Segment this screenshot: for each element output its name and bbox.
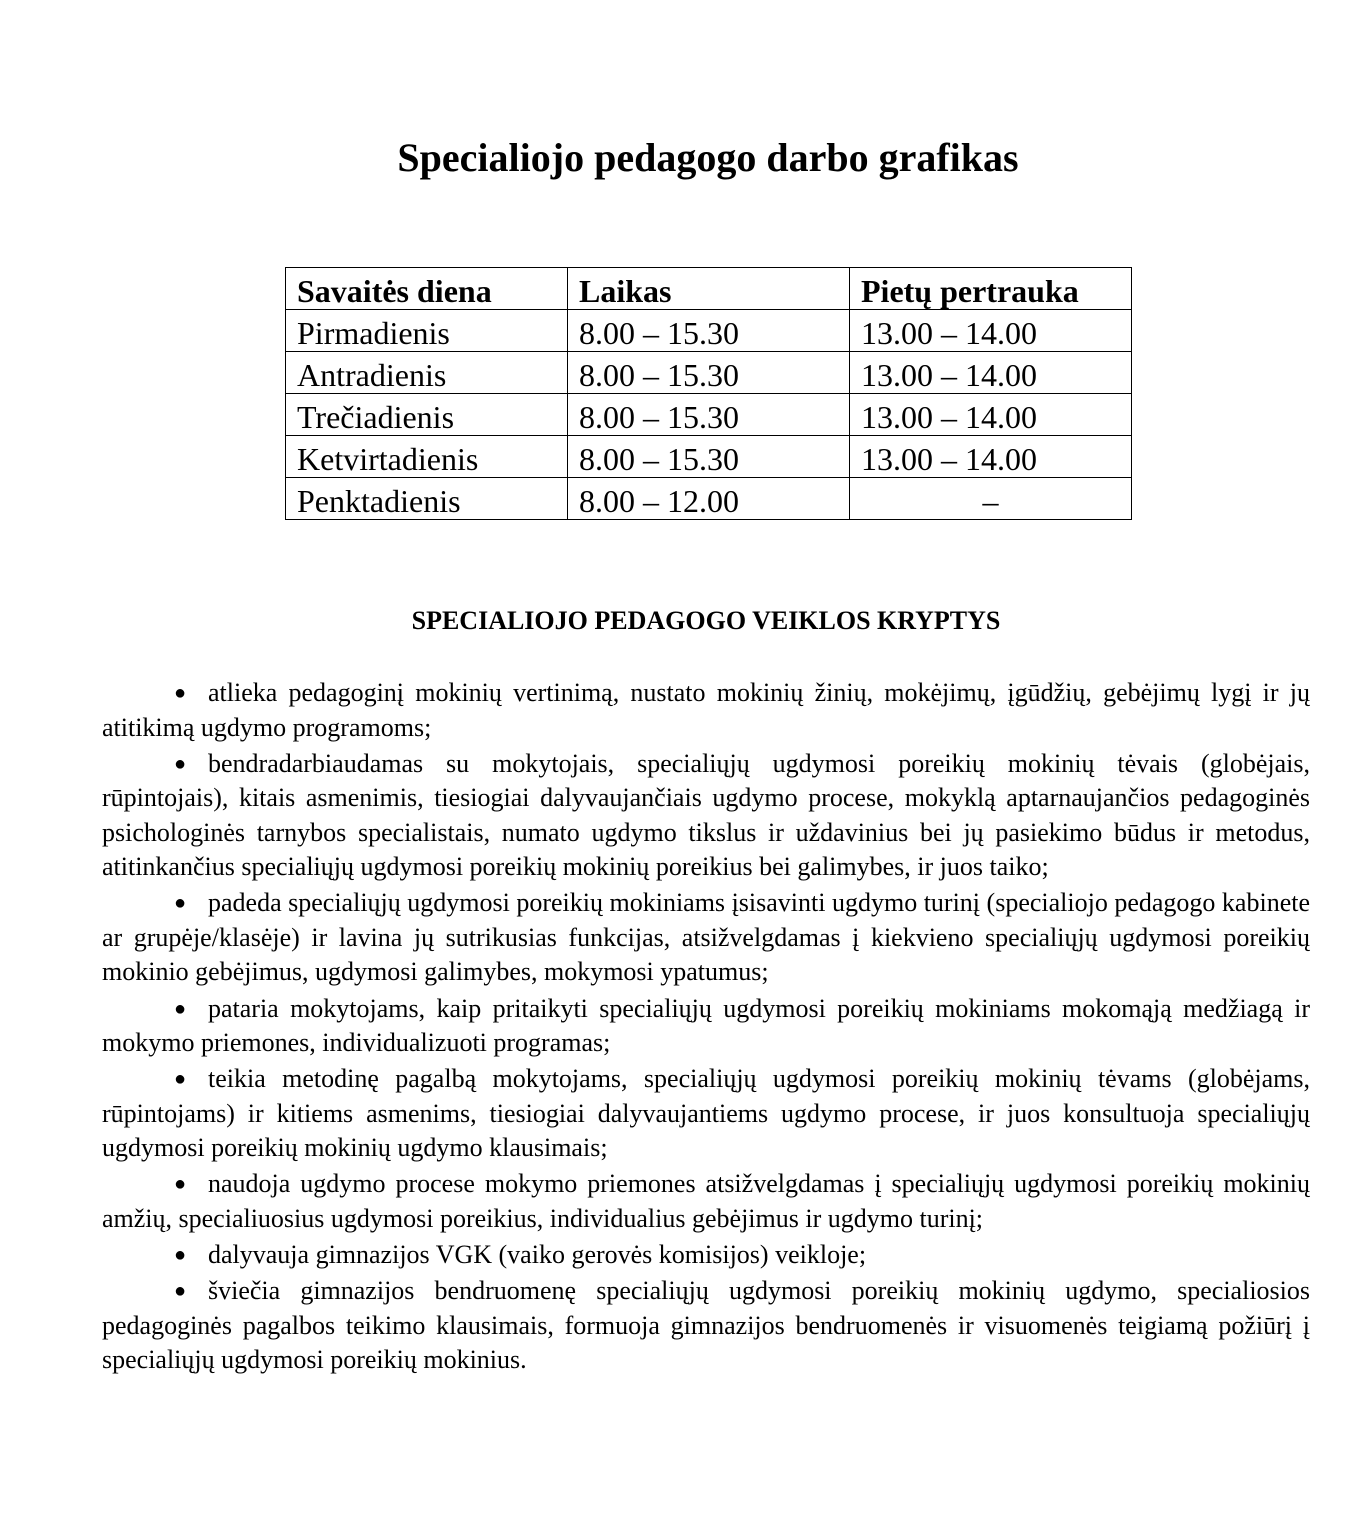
list-item-text: pataria mokytojams, kaip pritaikyti specialiųjų ugdymosi poreikių mokiniams mokomąją medžiagą ir mokymo priemones, individualizuoti programas; [102,993,1310,1058]
time-cell: 8.00 – 15.30 [568,394,850,436]
table-row [286,352,1132,394]
table-row [286,310,1132,352]
list-item-text: šviečia gimnazijos bendruomenę specialiųjų ugdymosi poreikių mokinių ugdymo, specialiosios pedagoginės pagalbos teikimo klausimais, formuoja gimnazijos bendruomenės ir visuomenės teigiamą požiūrį į specialiųjų ugdymosi poreikių mokinius. [102,1276,1310,1375]
list-item [102,886,1310,990]
list-item-text: naudoja ugdymo procese mokymo priemones atsižvelgdamas į specialiųjų ugdymosi poreikių mokinių amžių, specialiuosius ugdymosi poreikius, individualius gebėjimus ir ugdymo turinį; [102,1169,1310,1233]
list-item [102,747,1310,885]
weekday-cell: Penktadienis [286,478,568,520]
bullet-icon: ● [174,997,187,1020]
table-row [286,436,1132,478]
list-item [102,1167,1310,1236]
time-cell: 8.00 – 15.30 [568,310,850,352]
weekday-cell: Ketvirtadienis [286,436,568,478]
list-item [102,992,1310,1061]
weekday-cell: Trečiadienis [286,394,568,436]
bullet-icon: ● [174,1173,187,1196]
weekday-cell: Pirmadienis [286,310,568,352]
lunch-break-cell: 13.00 – 14.00 [850,310,1132,352]
time-cell: 8.00 – 15.30 [568,436,850,478]
table-row [286,478,1132,520]
weekday-cell: Antradienis [286,352,568,394]
list-item-text: atlieka pedagoginį mokinių vertinimą, nustato mokinių žinių, mokėjimų, įgūdžių, gebėjimų lygį ir jų atitikimą ugdymo programoms; [102,678,1310,742]
bullet-icon: ● [174,682,187,704]
lunch-break-cell: 13.00 – 14.00 [850,352,1132,394]
column-header-lunch-break: Pietų pertrauka [850,268,1132,310]
list-item-text: padeda specialiųjų ugdymosi poreikių mokiniams įsisavinti ugdymo turinį (specialiojo pedagogo kabinete ar grupėje/klasėje) ir lavina jų sutrikusias funkcijas, atsižvelgdamas į kiekvieno specialiųjų ugdymosi poreikių mokinio gebėjimus, ugdymosi galimybes, mokymosi ypatumus; [102,888,1310,987]
lunch-break-cell: 13.00 – 14.00 [850,436,1132,478]
section-heading: SPECIALIOJO PEDAGOGO VEIKLOS KRYPTYS [411,606,1001,635]
list-item-text: teikia metodinę pagalbą mokytojams, specialiųjų ugdymosi poreikių mokinių tėvams (globėjams, rūpintojams) ir kitiems asmenims, tiesiogiai dalyvaujantiems ugdymo procese, ir juos konsultuoja specialiųjų ugdymosi poreikių mokinių ugdymo klausimais; [102,1064,1310,1163]
column-header-time: Laikas [568,268,850,310]
list-item [102,1274,1310,1378]
bullet-icon: ● [174,752,187,775]
time-cell: 8.00 – 15.30 [568,352,850,394]
page-title: Specialiojo pedagogo darbo grafikas [397,135,1019,180]
bullet-icon: ● [174,1244,187,1267]
table-header-row [286,268,1132,310]
list-item-text: dalyvauja gimnazijos VGK (vaiko gerovės komisijos) veikloje; [208,1240,867,1270]
list-item [102,676,1310,745]
work-schedule-table [285,267,1132,520]
list-item [102,1238,1310,1273]
time-cell: 8.00 – 12.00 [568,478,850,520]
bullet-icon: ● [174,1068,187,1091]
list-item [102,1062,1310,1166]
activity-list [102,676,1310,1380]
column-header-weekday: Savaitės diena [286,268,568,310]
table-row [286,394,1132,436]
lunch-break-cell: 13.00 – 14.00 [850,394,1132,436]
list-item-text: bendradarbiaudamas su mokytojais, specialiųjų ugdymosi poreikių mokinių tėvais (globėjais, rūpintojais), kitais asmenimis, tiesiogiai dalyvaujančiais ugdymo procese, mokyklą aptarnaujančios pedagoginės psichologinės tarnybos specialistais, numato ugdymo tikslus ir uždavinius bei jų pasiekimo būdus ir metodus, atitinkančius specialiųjų ugdymosi poreikių mokinių poreikius bei galimybes, ir juos taiko; [102,748,1310,882]
lunch-break-cell: – [850,478,1132,520]
bullet-icon: ● [174,892,187,915]
bullet-icon: ● [174,1280,187,1303]
